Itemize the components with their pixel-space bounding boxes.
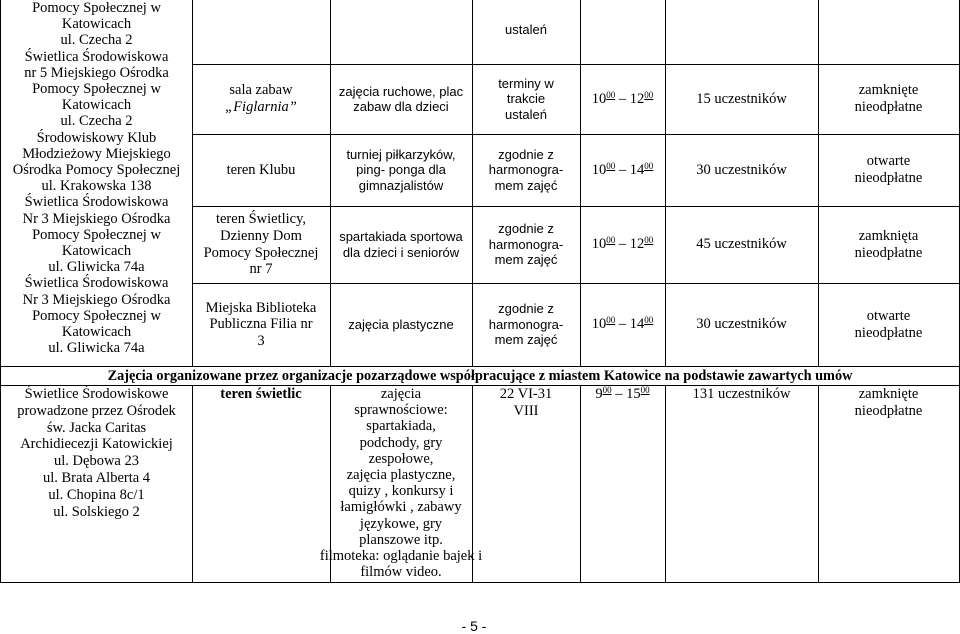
activity-line: quizy , konkursy i xyxy=(348,483,454,500)
term-cell xyxy=(472,283,580,366)
term-line: mem zajęć xyxy=(494,332,558,348)
org-cell xyxy=(1,386,192,582)
activity-line: dla dzieci i seniorów xyxy=(342,244,460,260)
place-cell xyxy=(192,283,330,366)
activity-line: zajęcia xyxy=(380,386,422,402)
activity-line: podchody, gry xyxy=(359,434,443,451)
hours-cell xyxy=(580,64,665,134)
term-line: VIII xyxy=(513,402,539,419)
access-cell xyxy=(818,386,959,582)
org-line: Świetlica Środowiskowa xyxy=(24,194,169,211)
place-line: teren Świetlicy, xyxy=(215,211,307,228)
hours-range: $10^{00} - 12^{00}$ xyxy=(591,89,654,107)
term-cell xyxy=(472,386,580,582)
place-line: Publiczna Filia nr xyxy=(209,316,313,333)
grid-line xyxy=(0,582,960,583)
term-line: mem zajęć xyxy=(494,252,558,268)
place-line: „Figlarnia” xyxy=(225,99,297,115)
access-cell xyxy=(818,134,959,206)
participants-cell xyxy=(665,64,818,134)
participants-cell xyxy=(665,283,818,366)
term-line: zgodnie z xyxy=(498,146,554,162)
org-column xyxy=(1,0,192,366)
org-line: Katowicach xyxy=(61,97,132,114)
activity-line: zespołowe, xyxy=(368,450,434,467)
access-cell xyxy=(818,206,959,283)
org-line: Pomocy Społecznej w xyxy=(32,0,161,16)
org-line: Świetlice Środowiskowe xyxy=(24,386,169,402)
place-cell xyxy=(192,206,330,283)
term-line: zgodnie z xyxy=(498,301,554,317)
access-line: zamknięte xyxy=(858,386,919,402)
activity-line: sprawnościowe: xyxy=(354,402,448,419)
activity-line: spartakiada sportowa xyxy=(339,229,463,245)
org-line: Archidiecezji Katowickiej xyxy=(20,436,173,453)
org-line: nr 5 Miejskiego Ośrodka xyxy=(24,64,169,81)
org-line: Pomocy Społecznej w xyxy=(32,307,161,324)
org-line: Katowicach xyxy=(61,324,132,341)
term-cell xyxy=(472,206,580,283)
activity-line: turniej piłkarzyków, xyxy=(346,146,456,162)
access-line: nieodpłatne xyxy=(854,402,923,419)
participants-cell xyxy=(665,134,818,206)
term-line: ustaleń xyxy=(505,106,547,122)
activity-cell xyxy=(330,134,472,206)
activity-line: łamigłówki , zabawy xyxy=(340,499,462,516)
org-line: Świetlica Środowiskowa xyxy=(24,275,169,292)
access-line: nieodpłatne xyxy=(854,99,923,115)
hours-range: $10^{00} - 12^{00}$ xyxy=(591,235,654,253)
activity-cell xyxy=(330,64,472,134)
org-line: ul. Czecha 2 xyxy=(60,32,133,49)
org-line: Nr 3 Miejskiego Ośrodka xyxy=(22,291,171,308)
page-number: - 5 - xyxy=(461,618,487,634)
activity-line: zajęcia ruchowe, plac xyxy=(338,83,464,99)
place-line: Pomocy Społecznej xyxy=(203,244,319,261)
participants-value: 15 uczestników xyxy=(696,90,787,107)
activity-line: ping- ponga dla xyxy=(356,162,446,178)
org-line: ul. Gliwicka 74a xyxy=(48,259,145,276)
org-line: Katowicach xyxy=(61,16,132,33)
activity-line: planszowe itp. xyxy=(359,531,443,548)
org-line: ul. Krakowska 138 xyxy=(41,178,152,195)
participants-cell xyxy=(665,386,818,582)
activity-cell xyxy=(330,283,472,366)
term-line: zgodnie z xyxy=(498,221,554,237)
activity-line: spartakiada, xyxy=(366,418,436,435)
org-line: Katowicach xyxy=(61,243,132,260)
activity-line: filmów video. xyxy=(360,564,442,581)
access-cell xyxy=(818,64,959,134)
participants-value: 30 uczestników xyxy=(696,161,787,178)
participants-value: 30 uczestników xyxy=(696,316,787,333)
section-banner: Zajęcia organizowane przez organizacje pozarządowe współpracujące z miastem Katowice na podstawie zawartych umów xyxy=(107,368,853,384)
org-line: Ośrodka Pomocy Społecznej xyxy=(12,162,181,179)
term-line: mem zajęć xyxy=(494,177,558,193)
org-line: Pomocy Społecznej w xyxy=(32,226,161,243)
access-line: otwarte xyxy=(866,153,911,170)
place-line: Miejska Biblioteka xyxy=(205,299,317,316)
term-line: trakcie xyxy=(506,91,546,107)
access-line: otwarte xyxy=(866,307,911,324)
org-line: ul. Chopina 8c/1 xyxy=(48,486,145,503)
hours-cell xyxy=(580,134,665,206)
participants-value: 45 uczestników xyxy=(696,236,787,253)
hours-range: $9^{00} - 15^{00}$ xyxy=(595,385,650,402)
place-line: teren świetlic xyxy=(220,386,302,402)
term-line: harmonogra- xyxy=(488,236,564,252)
org-line: Pomocy Społecznej w xyxy=(32,81,161,98)
activity-line: filmoteka: oglądanie bajek i xyxy=(319,548,483,565)
activity-line: gimnazjalistów xyxy=(358,177,444,193)
org-line: ul. Gliwicka 74a xyxy=(48,340,145,357)
access-line: nieodpłatne xyxy=(854,324,923,341)
place-line: teren Klubu xyxy=(226,161,296,178)
term-cell-top xyxy=(472,14,580,46)
access-line: nieodpłatne xyxy=(854,244,923,261)
place-cell xyxy=(192,64,330,134)
org-line: ul. Dębowa 23 xyxy=(54,453,139,470)
hours-range: $10^{00} - 14^{00}$ xyxy=(591,315,654,333)
place-cell xyxy=(192,134,330,206)
hours-cell xyxy=(580,283,665,366)
participants-cell xyxy=(665,206,818,283)
term-line: harmonogra- xyxy=(488,316,564,332)
org-line: Nr 3 Miejskiego Ośrodka xyxy=(22,210,171,227)
org-line: Świetlica Środowiskowa xyxy=(24,48,169,65)
org-line: św. Jacka Caritas xyxy=(46,419,147,436)
term-line: terminy w xyxy=(498,75,554,91)
activity-line: zajęcia plastyczne, xyxy=(346,467,456,484)
org-line: ul. Solskiego 2 xyxy=(53,503,140,520)
activity-cell xyxy=(330,206,472,283)
access-line: nieodpłatne xyxy=(854,170,923,186)
org-line: prowadzone przez Ośrodek xyxy=(17,402,176,419)
place-line: 3 xyxy=(257,332,265,349)
place-line: sala zabaw xyxy=(229,82,293,99)
org-line: Środowiskowy Klub xyxy=(36,129,157,146)
activity-line: językowe, gry xyxy=(359,515,443,532)
term-line: 22 VI-31 xyxy=(499,386,553,402)
access-line: zamknięta xyxy=(858,227,919,244)
hours-range: $10^{00} - 14^{00}$ xyxy=(591,160,654,178)
activity-line: zajęcia plastyczne xyxy=(348,316,454,332)
access-line: zamknięte xyxy=(858,82,919,99)
hours-cell xyxy=(580,206,665,283)
term-line: harmonogra- xyxy=(488,162,564,178)
hours-cell xyxy=(580,386,665,582)
org-line: ul. Czecha 2 xyxy=(60,113,133,130)
participants-value: 131 uczestników xyxy=(692,386,791,402)
org-line: Młodzieżowy Miejskiego xyxy=(22,145,171,162)
org-line: ul. Brata Alberta 4 xyxy=(42,469,151,486)
term-cell xyxy=(472,64,580,134)
place-line: nr 7 xyxy=(249,261,273,278)
term-cell xyxy=(472,134,580,206)
access-cell xyxy=(818,283,959,366)
place-line: Dzienny Dom xyxy=(220,227,302,244)
activity-line: zabaw dla dzieci xyxy=(353,99,449,114)
term-line: ustaleń xyxy=(505,22,547,38)
